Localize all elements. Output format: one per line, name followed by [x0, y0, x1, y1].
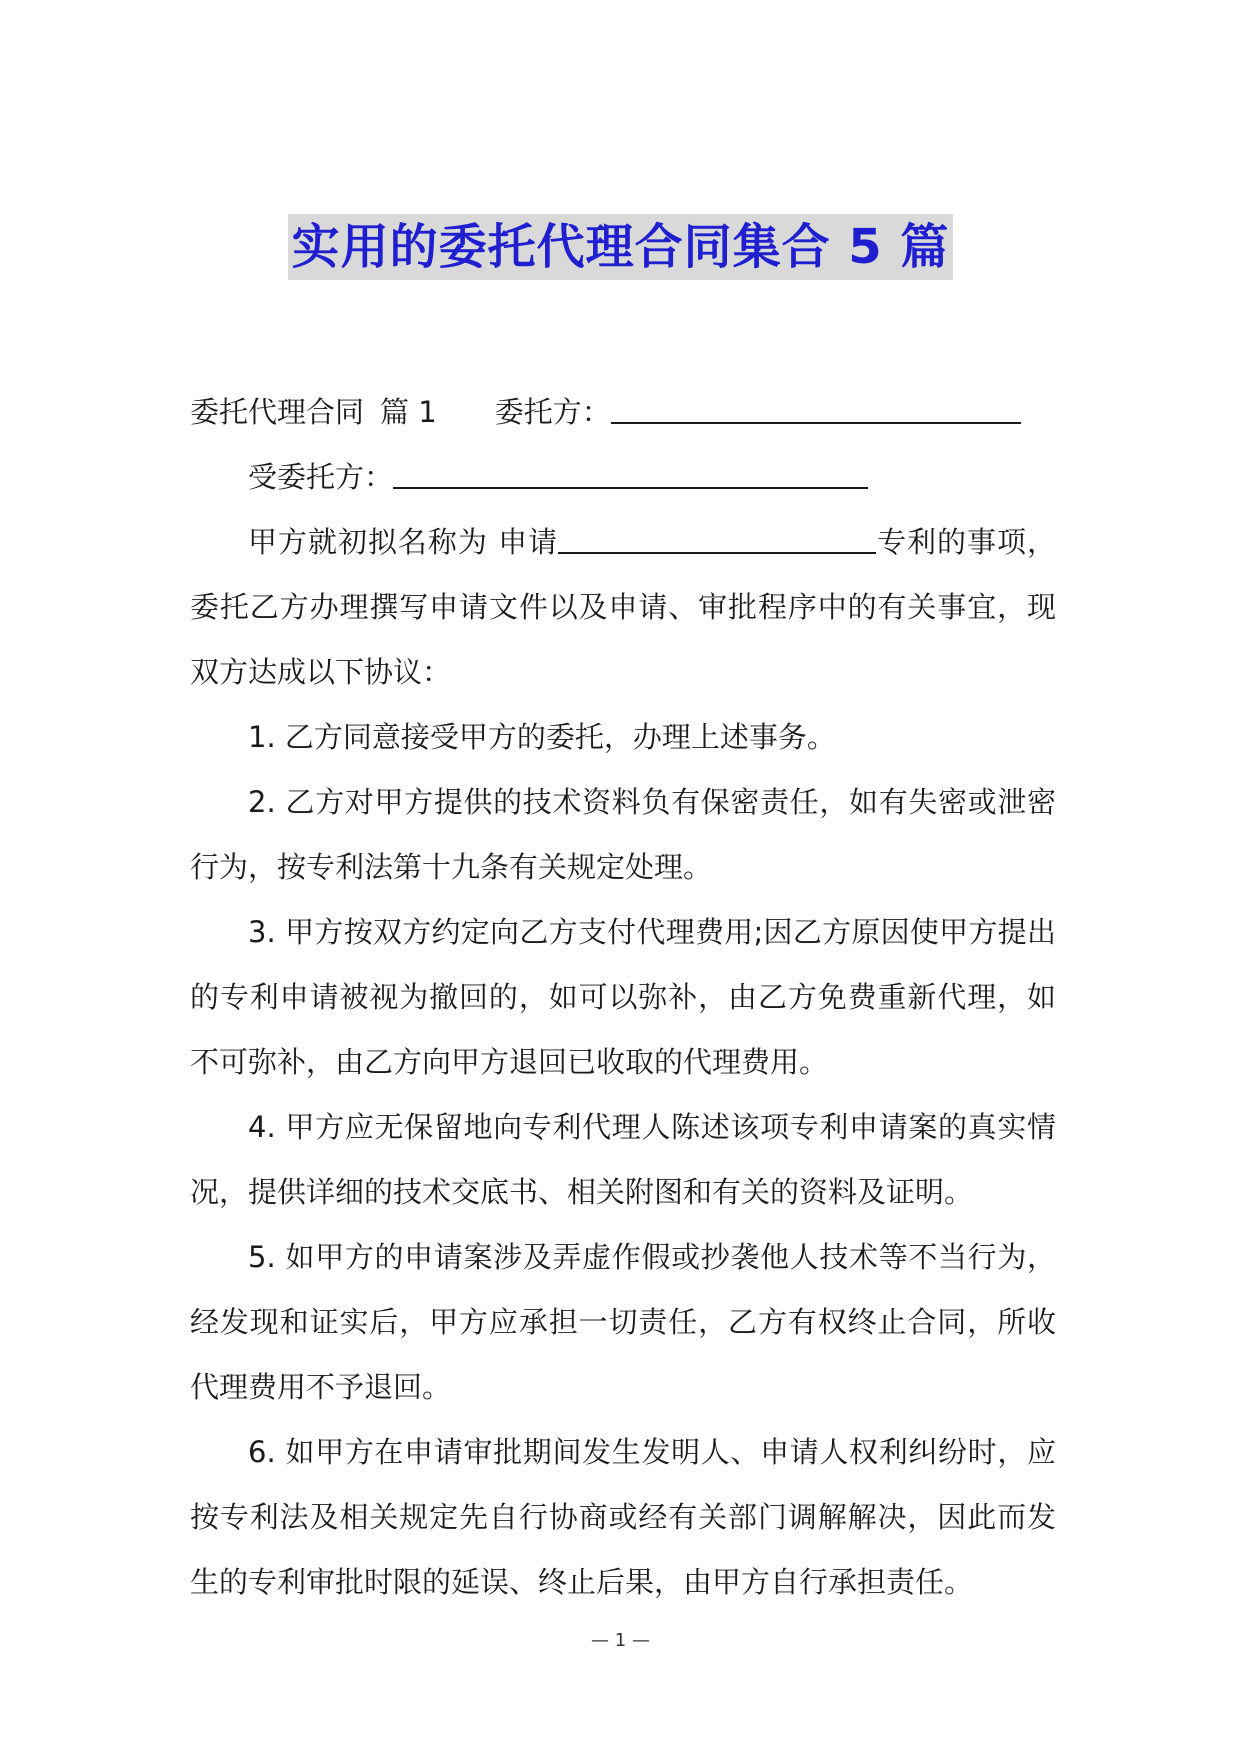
- intro-before: 甲方就初拟名称为 申请: [248, 525, 559, 559]
- clause-5: 5. 如甲方的申请案涉及弄虚作假或抄袭他人技术等不当行为，经发现和证实后，甲方应承担一切责任，乙方有权终止合同，所收代理费用不予退回。: [190, 1240, 1056, 1404]
- document-body: [190, 380, 1056, 1615]
- client-blank: [611, 392, 1021, 424]
- title-container: [0, 214, 1241, 280]
- client-label: 委托方：: [494, 395, 611, 429]
- intro-paragraph: [190, 510, 1056, 705]
- clause-4: 4. 甲方应无保留地向专利代理人陈述该项专利申请案的真实情况，提供详细的技术交底书、相关附图和有关的资料及证明。: [190, 1110, 1056, 1209]
- agent-label: 受委托方：: [248, 460, 394, 494]
- agent-blank: [393, 457, 868, 489]
- page-number: — 1 —: [591, 1630, 650, 1651]
- clause-1: 1. 乙方同意接受甲方的委托，办理上述事务。: [248, 720, 836, 754]
- agent-line: [190, 445, 1056, 510]
- patent-name-blank: [558, 522, 876, 554]
- clause-2: 2. 乙方对甲方提供的技术资料负有保密责任，如有失密或泄密行为，按专利法第十九条有关规定处理。: [190, 785, 1056, 884]
- clause-6: 6. 如甲方在申请审批期间发生发明人、申请人权利纠纷时，应按专利法及相关规定先自行协商或经有关部门调解解决，因此而发生的专利审批时限的延误、终止后果，由甲方自行承担责任。: [190, 1435, 1056, 1599]
- clause-3: 3. 甲方按双方约定向乙方支付代理费用;因乙方原因使甲方提出的专利申请被视为撤回的，如可以弥补，由乙方免费重新代理，如不可弥补，由乙方向甲方退回已收取的代理费用。: [190, 915, 1056, 1079]
- part-number: 篇 1: [380, 395, 437, 429]
- document-title: 实用的委托代理合同集合 5 篇: [288, 214, 954, 280]
- intro-after: 专利的事项，委托乙方办理撰写申请文件以及申请、审批程序中的有关事宜，现双方达成以下协议：: [190, 525, 1056, 689]
- header-line: [190, 380, 1056, 445]
- contract-heading: 委托代理合同: [190, 395, 365, 429]
